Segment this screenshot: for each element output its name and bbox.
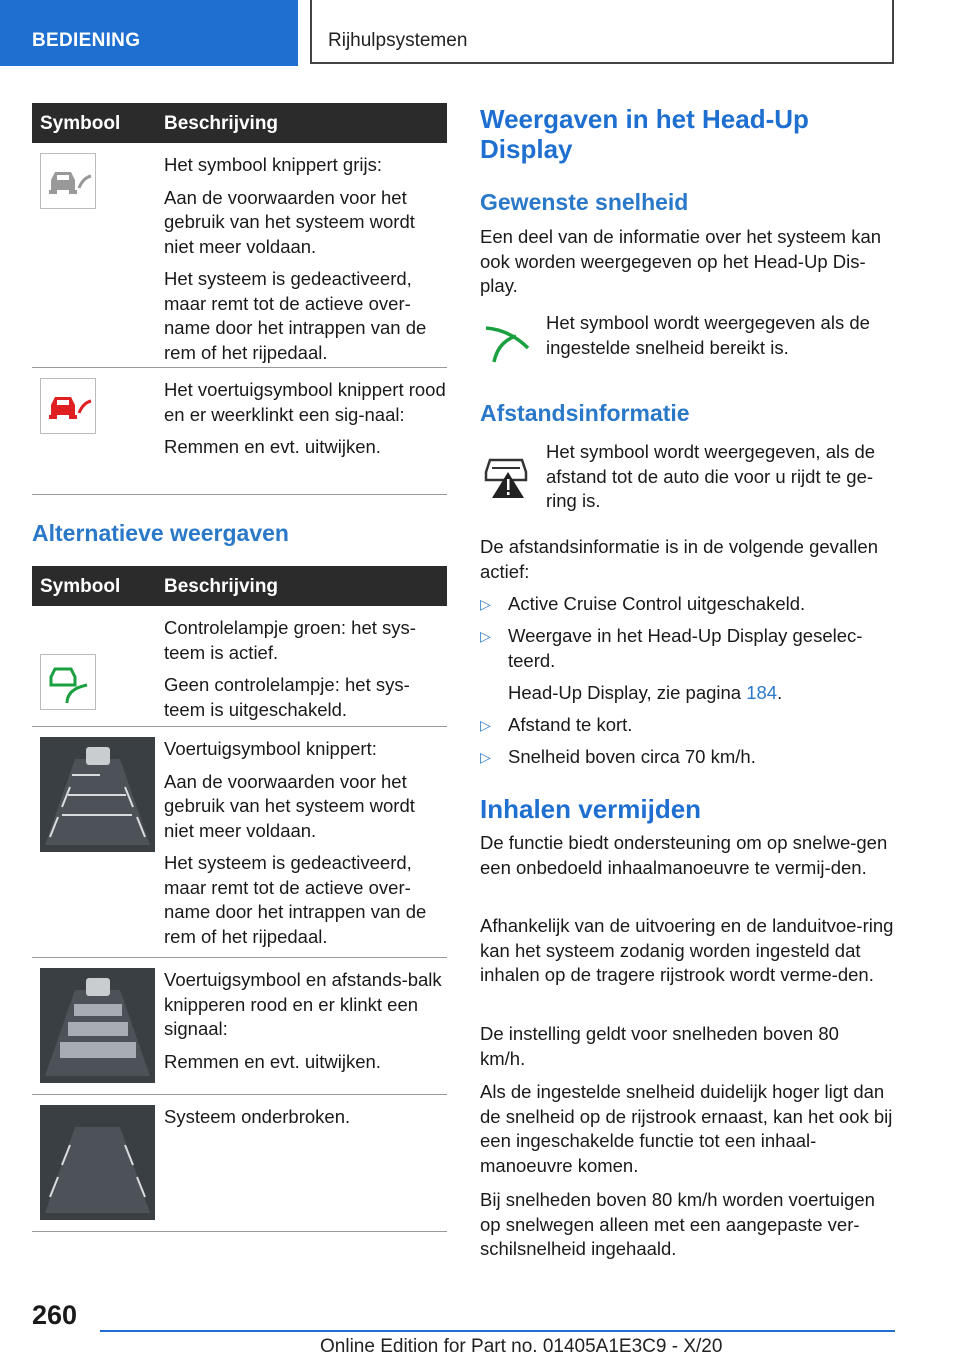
row-text: Systeem onderbroken. bbox=[164, 1106, 351, 1127]
table-header bbox=[32, 566, 447, 606]
row-text: Remmen en evt. uitwijken. bbox=[164, 436, 381, 457]
distance-paragraph: De afstandsinformatie is in de volgende gevallen actief: bbox=[480, 536, 878, 582]
row-text: Het voertuigsymbool knippert rood en er weerklinkt een sig-naal: bbox=[164, 379, 446, 425]
table-header bbox=[32, 103, 447, 143]
col-symbol-header: Symbool bbox=[40, 113, 121, 134]
section-title: BEDIENING bbox=[32, 30, 141, 51]
table-row bbox=[32, 143, 447, 368]
table-row bbox=[32, 958, 447, 1095]
road-vehicle-image bbox=[40, 737, 155, 852]
page-link[interactable]: 184 bbox=[746, 682, 778, 703]
triangle-bullet-icon: ▷ bbox=[480, 749, 491, 765]
distance-warning-icon bbox=[480, 446, 534, 500]
section-tab bbox=[0, 0, 298, 66]
table-row bbox=[32, 727, 447, 958]
table-row bbox=[32, 606, 447, 727]
row-text: Aan de voorwaarden voor het gebruik van het systeem wordt niet meer voldaan. bbox=[164, 770, 415, 841]
row-text: Het systeem is gedeactiveerd, maar remt tot de actieve over-name door het intrappen van de rem of het rijpedaal. bbox=[164, 268, 427, 363]
table-row bbox=[32, 1095, 447, 1232]
row-text: Het symbool knippert grijs: bbox=[164, 154, 382, 175]
overtake-paragraph: Bij snelheden boven 80 km/h worden voertuigen op snelwegen alleen met een aangepaste ver-schilsnelheid ingehaald. bbox=[480, 1189, 875, 1259]
triangle-bullet-icon: ▷ bbox=[480, 628, 491, 644]
vehicle-gray-icon bbox=[40, 153, 96, 209]
vehicle-red-icon bbox=[40, 378, 96, 434]
chapter-tab bbox=[310, 0, 894, 64]
row-text: Aan de voorwaarden voor het gebruik van het systeem wordt niet meer voldaan. bbox=[164, 186, 415, 257]
page-number: 260 bbox=[32, 1300, 78, 1330]
symbol-table-1 bbox=[32, 103, 447, 495]
hud-heading: Weergaven in het Head-Up Display bbox=[480, 104, 809, 164]
speed-reached-icon bbox=[480, 314, 534, 368]
symbol-table-2 bbox=[32, 566, 447, 1232]
row-text: Voertuigsymbool en afstands-balk knipperen rood en er klinkt een signaal: bbox=[164, 969, 442, 1039]
chapter-title: Rijhulpsystemen bbox=[328, 30, 468, 51]
overtake-heading: Inhalen vermijden bbox=[480, 794, 702, 824]
overtake-paragraph: Als de ingestelde snelheid duidelijk hoger ligt dan de snelheid op de rijstrook ernaast, kan het ook bij een ingeschakelde functie tot een inhaal-manoeuvre komen. bbox=[480, 1081, 893, 1176]
alt-heading: Alternatieve weergaven bbox=[32, 520, 289, 546]
row-text: Het systeem is gedeactiveerd, maar remt tot de actieve over-name door het intrappen van de rem of het rijpedaal. bbox=[164, 852, 427, 947]
control-lamp-green-icon bbox=[40, 654, 96, 710]
overtake-paragraph: De instelling geldt voor snelheden boven 80 km/h. bbox=[480, 1023, 839, 1069]
speed-heading: Gewenste snelheid bbox=[480, 189, 689, 215]
speed-paragraph: Een deel van de informatie over het systeem kan ook worden weergegeven op het Head-Up Dis-play. bbox=[480, 226, 882, 296]
footer-text: Online Edition for Part no. 01405A1E3C9 - X/20 bbox=[320, 1336, 723, 1357]
road-distance-bars-image bbox=[40, 968, 155, 1083]
road-empty-image bbox=[40, 1105, 155, 1220]
col-description-header: Beschrijving bbox=[164, 113, 279, 134]
triangle-bullet-icon: ▷ bbox=[480, 596, 491, 612]
row-text: Remmen en evt. uitwijken. bbox=[164, 1050, 381, 1072]
distance-heading: Afstandsinformatie bbox=[480, 400, 690, 426]
bullet-note: Head-Up Display, zie pagina 184. bbox=[508, 682, 783, 703]
row-text: Geen controlelampje: het sys-teem is uitgeschakeld. bbox=[164, 674, 410, 720]
row-text: Controlelampje groen: het sys-teem is actief. bbox=[164, 617, 416, 663]
overtake-paragraph: Afhankelijk van de uitvoering en de landuitvoe-ring kan het systeem zodanig worden ingesteld dat inhalen op de tragere rijstrook wordt verme-den. bbox=[480, 915, 894, 985]
footer-divider bbox=[100, 1330, 895, 1332]
row-text: Voertuigsymbool knippert: bbox=[164, 738, 377, 759]
speed-icon-text: Het symbool wordt weergegeven als de ingestelde snelheid bereikt is. bbox=[546, 312, 870, 358]
overtake-paragraph: De functie biedt ondersteuning om op snelwe-gen een onbedoeld inhaalmanoeuvre te vermij-den. bbox=[480, 832, 888, 878]
col-symbol-header: Symbool bbox=[40, 576, 121, 597]
triangle-bullet-icon: ▷ bbox=[480, 717, 491, 733]
col-description-header: Beschrijving bbox=[164, 576, 279, 597]
table-row bbox=[32, 368, 447, 495]
distance-icon-text: Het symbool wordt weergegeven, als de afstand tot de auto die voor u rijdt te ge-ring is. bbox=[546, 441, 876, 511]
